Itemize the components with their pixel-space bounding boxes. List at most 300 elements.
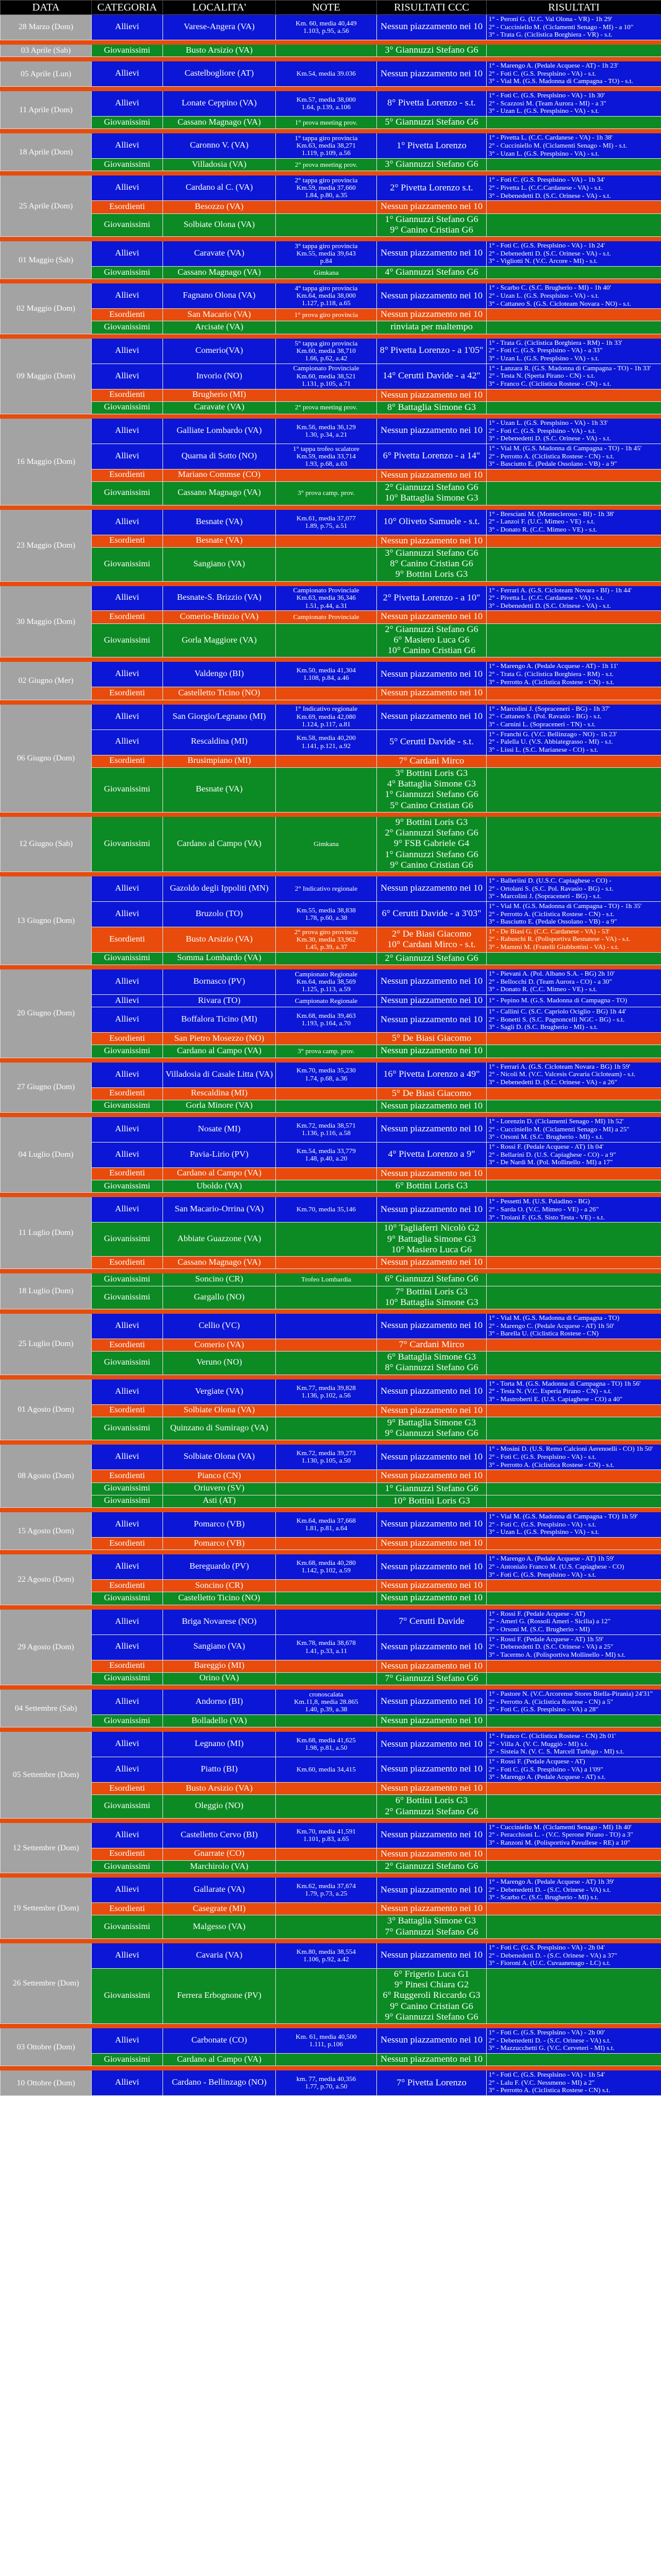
category-cell: Giovanissimi xyxy=(92,321,163,334)
race-date: 22 Agosto (Dom) xyxy=(1,1554,92,1605)
note-cell xyxy=(276,1592,377,1605)
category-cell: Giovanissimi xyxy=(92,44,163,56)
category-cell: Allievi xyxy=(92,1757,163,1783)
ccc-result-cell: 2° Giannuzzi Stefano G6 6° Masiero Luca G6 10° Canino Cristian G6 xyxy=(377,623,487,657)
location-cell: Lonate Ceppino (VA) xyxy=(163,91,276,117)
note-cell: Km.57, media 38,000 1.64, p.139, a.106 xyxy=(276,91,377,117)
table-row xyxy=(1,1903,661,1915)
location-cell: Gnarrate (CO) xyxy=(163,1848,276,1860)
race-result-cell: 1° - Vial M. (G.S. Madonna di Campagna - TO) 1h 59' 2° - Foti C. (G.S. Presplsino - VA) - s.t. 3° - Uzan L. (G.S. Presplsino - VA) - s.t. xyxy=(487,1512,661,1538)
race-result-cell xyxy=(487,687,661,700)
table-row xyxy=(1,443,661,469)
location-cell: Briga Novarese (NO) xyxy=(163,1609,276,1634)
ccc-result-cell: Nessun piazzamento nei 10 xyxy=(377,1007,487,1033)
table-row xyxy=(1,1286,661,1309)
race-result-cell xyxy=(487,1495,661,1507)
location-cell: Comerio-Brinzio (VA) xyxy=(163,611,276,623)
table-row xyxy=(1,2053,661,2066)
race-result-cell xyxy=(487,1257,661,1269)
category-cell: Allievi xyxy=(92,1445,163,1470)
ccc-result-cell: 4° Giannuzzi Stefano G6 xyxy=(377,267,487,279)
table-row xyxy=(1,1822,661,1848)
race-date: 09 Maggio (Dom) xyxy=(1,338,92,414)
date-separator xyxy=(1,1508,661,1512)
category-cell: Allievi xyxy=(92,241,163,267)
date-separator xyxy=(1,505,661,509)
ccc-result-cell: Nessun piazzamento nei 10 xyxy=(377,419,487,444)
location-cell: San Pietro Mosezzo (NO) xyxy=(163,1033,276,1045)
location-cell: Cassano Magnago (VA) xyxy=(163,117,276,129)
date-separator xyxy=(1,171,661,176)
race-result-cell: 1° - Cucciniello M. (Ciclamenti Senago - MI) 1h 40' 2° - Peracchioni L. - (V.C. Sperone Pirano - TO) a 3" 3° - Ranzoni M. (Polisportiva Pavullese - RE) a 10" xyxy=(487,1822,661,1848)
category-cell: Allievi xyxy=(92,1379,163,1404)
category-cell: Allievi xyxy=(92,15,163,40)
race-date: 12 Settembre (Dom) xyxy=(1,1822,92,1873)
location-cell: Vergiate (VA) xyxy=(163,1379,276,1404)
note-cell: Km.55, media 38,838 1.78, p.60, a.38 xyxy=(276,901,377,927)
note-cell: Km.50, media 41,304 1.108, p.84, a.46 xyxy=(276,662,377,687)
ccc-result-cell: 2° Giannuzzi Stefano G6 10° Battaglia Simone G3 xyxy=(377,482,487,506)
date-separator xyxy=(1,1193,661,1197)
header-localita: LOCALITA' xyxy=(163,1,276,15)
note-cell: Trofeo Lombardia xyxy=(276,1273,377,1286)
table-row xyxy=(1,901,661,927)
race-date: 05 Aprile (Lun) xyxy=(1,61,92,87)
race-result-cell xyxy=(487,389,661,401)
ccc-result-cell: 4° Pivetta Lorenzo a 9" xyxy=(377,1142,487,1167)
race-result-cell xyxy=(487,482,661,506)
table-row xyxy=(1,1915,661,1939)
race-result-cell xyxy=(487,1783,661,1795)
table-row xyxy=(1,419,661,444)
table-row xyxy=(1,1537,661,1549)
ccc-result-cell: Nessun piazzamento nei 10 xyxy=(377,2028,487,2054)
table-row xyxy=(1,1554,661,1580)
date-separator xyxy=(1,965,661,969)
race-result-cell xyxy=(487,535,661,547)
category-cell: Esordienti xyxy=(92,1660,163,1672)
table-row xyxy=(1,1757,661,1783)
location-cell: Besnate (VA) xyxy=(163,535,276,547)
race-date: 20 Giugno (Dom) xyxy=(1,969,92,1058)
ccc-result-cell: 6° Giannuzzi Stefano G6 xyxy=(377,1273,487,1286)
race-result-cell xyxy=(487,1100,661,1112)
race-result-cell: 1° - Foti C. (G.S. Presplsino - VA) - 1h 24' 2° - Debenedetti D. (S.C. Orinese - VA) - s.t. 3° - Vigliotti N. (V.C. Arcore - MI) - s.t. xyxy=(487,241,661,267)
location-cell: Andorno (BI) xyxy=(163,1690,276,1715)
date-separator xyxy=(1,657,661,662)
category-cell: Allievi xyxy=(92,443,163,469)
category-cell: Allievi xyxy=(92,283,163,309)
ccc-result-cell: 7° Cerutti Davide xyxy=(377,1609,487,1634)
race-date: 08 Agosto (Dom) xyxy=(1,1445,92,1508)
ccc-result-cell: 8° Battaglia Simone G3 xyxy=(377,401,487,414)
table-row xyxy=(1,1968,661,2023)
table-row xyxy=(1,267,661,279)
table-row xyxy=(1,547,661,581)
location-cell: Bereguardo (PV) xyxy=(163,1554,276,1580)
ccc-result-cell: 5° Giannuzzi Stefano G6 xyxy=(377,117,487,129)
race-result-cell xyxy=(487,1339,661,1351)
category-cell: Giovanissimi xyxy=(92,623,163,657)
table-row xyxy=(1,159,661,171)
note-cell: Km.72, media 39,273 1.130, p.105, a.50 xyxy=(276,1445,377,1470)
location-cell: Nosate (MI) xyxy=(163,1117,276,1143)
location-cell: Gorla Minore (VA) xyxy=(163,1100,276,1112)
category-cell: Allievi xyxy=(92,2070,163,2096)
note-cell: Km.54, media 39.036 xyxy=(276,61,377,87)
location-cell: Cardano al Campo (VA) xyxy=(163,1167,276,1180)
table-row xyxy=(1,241,661,267)
ccc-result-cell: 2° De Biasi Giacomo 10° Cardani Mirco - s.t. xyxy=(377,927,487,952)
location-cell: San Macario (VA) xyxy=(163,309,276,321)
location-cell: Soncino (CR) xyxy=(163,1580,276,1592)
category-cell: Esordienti xyxy=(92,1257,163,1269)
note-cell: 5° tappa giro provincia Km.60, media 38,710 1.66, p.62, a.42 xyxy=(276,338,377,363)
table-row xyxy=(1,876,661,902)
date-separator xyxy=(1,237,661,241)
ccc-result-cell: 7° Bottini Loris G3 10° Battaglia Simone G3 xyxy=(377,1286,487,1309)
note-cell xyxy=(276,1470,377,1482)
ccc-result-cell: 16° Pivetta Lorenzo a 49" xyxy=(377,1062,487,1087)
category-cell: Giovanissimi xyxy=(92,1273,163,1286)
ccc-result-cell: Nessun piazzamento nei 10 xyxy=(377,535,487,547)
race-date: 11 Aprile (Dom) xyxy=(1,91,92,129)
category-cell: Giovanissimi xyxy=(92,1482,163,1495)
ccc-result-cell: 10° Bottini Loris G3 xyxy=(377,1495,487,1507)
note-cell: 1° prova giro provincia xyxy=(276,309,377,321)
race-result-cell: 1° - Foti C. (G.S. Presplsino - VA) - 2h 00' 2° - Debenedetti D. - (S.C. Orinese - VA) s.t. 3° - Mazzucchetti G. (V.C. Cerveteri - MI) s.t. xyxy=(487,2028,661,2054)
table-row xyxy=(1,176,661,201)
location-cell: Cassano Magnago (VA) xyxy=(163,267,276,279)
category-cell: Allievi xyxy=(92,133,163,159)
category-cell: Allievi xyxy=(92,662,163,687)
race-result-cell: 1° - Marengo A. (Pedale Acquese - AT) 1h 59' 2° - Antonialo Franco M. (U.S. Capiaghese - CO) 3° - Foti C. (G.S. Presplsino - VA) - s.t. xyxy=(487,1554,661,1580)
table-row xyxy=(1,1732,661,1757)
race-result-cell xyxy=(487,952,661,965)
table-row xyxy=(1,482,661,506)
note-cell: Km.70, media 35,146 xyxy=(276,1197,377,1223)
table-row xyxy=(1,1117,661,1143)
location-cell: Cavaria (VA) xyxy=(163,1943,276,1968)
location-cell: Cardano al Campo (VA) xyxy=(163,816,276,871)
race-result-cell xyxy=(487,1968,661,2023)
race-result-cell: 1° - Pastore N. (V.C.Arcorense Stores Biella-Pirania) 24'31" 2° - Perrotto A. (Ciclistica Rostese - CN) a 5" 3° - Foti C. (G.S. Presplsino - VA) a 28" xyxy=(487,1690,661,1715)
note-cell: 3° tappa giro provincia Km.55, media 39,643 p.84 xyxy=(276,241,377,267)
note-cell: Campionato Regionale xyxy=(276,994,377,1007)
date-separator xyxy=(1,581,661,586)
note-cell xyxy=(276,389,377,401)
category-cell: Allievi xyxy=(92,363,163,389)
category-cell: Giovanissimi xyxy=(92,159,163,171)
race-result-cell xyxy=(487,1045,661,1058)
note-cell: km. 77, media 40,356 1.77, p.70, a.50 xyxy=(276,2070,377,2096)
category-cell: Giovanissimi xyxy=(92,1672,163,1685)
race-result-cell xyxy=(487,767,661,812)
race-result-cell: 1° - Pessetti M. (U.S. Paladino - BG) 2° - Sarda O. (V.C. Mimeo - VE) - a 26" 3° - Troiani F. (G.S. Sisto Testa - VE) - s.t. xyxy=(487,1197,661,1223)
race-result-cell xyxy=(487,1580,661,1592)
note-cell: Campionato Provinciale Km.63, media 36,346 1.51, p.44, a.31 xyxy=(276,586,377,611)
race-result-cell xyxy=(487,309,661,321)
category-cell: Allievi xyxy=(92,1512,163,1538)
race-result-cell: 1° - De Biasi G. (C.C. Cardanese - VA) - 53' 2° - Rabuschi R. (Polisportiva Besnatese - VA) - s.t. 3° - Mammi M. (Fratelli Giubbottini - VA) - s.t. xyxy=(487,927,661,952)
date-separator xyxy=(1,812,661,816)
results-body xyxy=(1,15,661,2096)
location-cell: Invorio (NO) xyxy=(163,363,276,389)
category-cell: Allievi xyxy=(92,176,163,201)
table-row xyxy=(1,1445,661,1470)
category-cell: Esordienti xyxy=(92,309,163,321)
ccc-result-cell: Nessun piazzamento nei 10 xyxy=(377,469,487,481)
location-cell: Pianco (CN) xyxy=(163,1470,276,1482)
race-date: 18 Aprile (Dom) xyxy=(1,133,92,171)
category-cell: Allievi xyxy=(92,1732,163,1757)
race-date: 01 Maggio (Sab) xyxy=(1,241,92,279)
table-row xyxy=(1,1045,661,1058)
race-result-cell: 1° - Mosini D. (U.S. Remo Calcioni Aerenoelli - CO) 1h 50' 2° - Foti C. (G.S. Presplsino - VA) - s.t. 3° - Perrotto A. (Ciclistica Rostese - CN) - s.t. xyxy=(487,1445,661,1470)
note-cell: Km.60, media 34,415 xyxy=(276,1757,377,1783)
location-cell: Pomarco (VB) xyxy=(163,1537,276,1549)
location-cell: Fagnano Olona (VA) xyxy=(163,283,276,309)
note-cell xyxy=(276,1783,377,1795)
note-cell xyxy=(276,755,377,767)
ccc-result-cell: Nessun piazzamento nei 10 xyxy=(377,283,487,309)
date-separator xyxy=(1,2024,661,2028)
category-cell: Giovanissimi xyxy=(92,2053,163,2066)
location-cell: Brugherio (MI) xyxy=(163,389,276,401)
location-cell: Mariano Commse (CO) xyxy=(163,469,276,481)
table-row xyxy=(1,994,661,1007)
table-row xyxy=(1,338,661,363)
category-cell: Allievi xyxy=(92,704,163,729)
race-date: 25 Aprile (Dom) xyxy=(1,176,92,237)
location-cell: Casegrate (MI) xyxy=(163,1903,276,1915)
ccc-result-cell: 5° Cerutti Davide - s.t. xyxy=(377,729,487,755)
category-cell: Allievi xyxy=(92,1690,163,1715)
ccc-result-cell: 3° Battaglia Simone G3 7° Giannuzzi Stefano G6 xyxy=(377,1915,487,1939)
ccc-result-cell: Nessun piazzamento nei 10 xyxy=(377,1878,487,1903)
note-cell xyxy=(276,1968,377,2023)
category-cell: Esordienti xyxy=(92,201,163,213)
ccc-result-cell: Nessun piazzamento nei 10 xyxy=(377,1848,487,1860)
race-date: 27 Giugno (Dom) xyxy=(1,1062,92,1112)
race-result-cell xyxy=(487,1482,661,1495)
ccc-result-cell: 6° Cerutti Davide - a 3'03" xyxy=(377,901,487,927)
location-cell: Bruzolo (TO) xyxy=(163,901,276,927)
ccc-result-cell: 8° Pivetta Lorenzo - s.t. xyxy=(377,91,487,117)
table-row xyxy=(1,1848,661,1860)
table-row xyxy=(1,117,661,129)
table-row xyxy=(1,1033,661,1045)
race-result-cell: 1° - Foti C. (G.S. Presplsino - VA) - 1h 30' 2° - Scazzosi M. (Team Aurora - MI) - a 3" 3° - Uzan L. (G.S. Presplsino - VA) - s.t. xyxy=(487,91,661,117)
category-cell: Giovanissimi xyxy=(92,1100,163,1112)
race-result-cell: 1° - Marengo A. (Pedale Acquese - AT) - 1h 23' 2° - Foti C. (G.S. Presplsino - VA) - s.t. 3° - Vial M. (G.S. Madonna di Campagna - TO) - s.t. xyxy=(487,61,661,87)
location-cell: Gazoldo degli Ippoliti (MN) xyxy=(163,876,276,902)
race-date: 18 Luglio (Dom) xyxy=(1,1273,92,1309)
date-separator xyxy=(1,1727,661,1732)
race-result-cell: 1° - Franco C. (Ciclistica Rostese - CN) 2h 01' 2° - Villa A. (V. C. Muggiò - MI) s.t. 3° - Sisteia N. (V. C. S. Marcell Turbigo - MI) s.t. xyxy=(487,1732,661,1757)
location-cell: Galliate Lombardo (VA) xyxy=(163,419,276,444)
table-row xyxy=(1,952,661,965)
note-cell xyxy=(276,767,377,812)
table-row xyxy=(1,1197,661,1223)
table-row xyxy=(1,1660,661,1672)
ccc-result-cell: Nessun piazzamento nei 10 xyxy=(377,1943,487,1968)
table-row xyxy=(1,1007,661,1033)
ccc-result-cell: Nessun piazzamento nei 10 xyxy=(377,1732,487,1757)
ccc-result-cell: 5° De Biasi Giacomo xyxy=(377,1033,487,1045)
location-cell: Veruno (NO) xyxy=(163,1352,276,1375)
race-result-cell xyxy=(487,623,661,657)
category-cell: Allievi xyxy=(92,969,163,995)
table-row xyxy=(1,389,661,401)
category-cell: Allievi xyxy=(92,1007,163,1033)
race-date: 19 Settembre (Dom) xyxy=(1,1878,92,1939)
table-row xyxy=(1,1062,661,1087)
location-cell: Somma Lombardo (VA) xyxy=(163,952,276,965)
note-cell xyxy=(276,1352,377,1375)
table-row xyxy=(1,1257,661,1269)
category-cell: Giovanissimi xyxy=(92,816,163,871)
location-cell: Soncino (CR) xyxy=(163,1273,276,1286)
race-result-cell: 1° - Torta M. (G.S. Madonna di Campagna - TO) 1h 56' 2° - Testa N. (V.C. Esperia Pirano - CN) - s.t. 3° - Mastroberti E. (U.S. Capiaghese - CO) a 40" xyxy=(487,1379,661,1404)
note-cell xyxy=(276,213,377,237)
table-row xyxy=(1,509,661,535)
category-cell: Giovanissimi xyxy=(92,267,163,279)
note-cell xyxy=(276,1580,377,1592)
race-result-cell xyxy=(487,159,661,171)
table-row xyxy=(1,662,661,687)
note-cell xyxy=(276,1404,377,1417)
race-date: 15 Agosto (Dom) xyxy=(1,1512,92,1550)
header-data: DATA xyxy=(1,1,92,15)
race-result-cell: 1° - Marengo A. (Pedale Acquese - AT) 1h 39' 2° - Debenedetti D. - (S.C. Orinese - VA) s.t. 3° - Scarbo C. (S.C. Brugherio - MI) s.t. xyxy=(487,1878,661,1903)
table-row xyxy=(1,1273,661,1286)
ccc-result-cell: Nessun piazzamento nei 10 xyxy=(377,201,487,213)
race-result-cell xyxy=(487,1180,661,1193)
table-row xyxy=(1,816,661,871)
note-cell: Km.56, media 36,129 1.30, p.34, a.21 xyxy=(276,419,377,444)
note-cell xyxy=(276,321,377,334)
ccc-result-cell: 1° Giannuzzi Stefano G6 9° Canino Cristian G6 xyxy=(377,213,487,237)
ccc-result-cell: Nessun piazzamento nei 10 xyxy=(377,61,487,87)
location-cell: Solbiate Olona (VA) xyxy=(163,1404,276,1417)
race-result-cell: 1° - Pievani A. (Pol. Albano S.A. - BG) 2h 10' 2° - Bellocchi D. (Team Aurora - CO) - a 30" 3° - Donato R. (C.C. Mimeo - VE) - s.t. xyxy=(487,969,661,995)
note-cell: 1° tappa trofeo scalatore Km.59, media 33,714 1.93, p.68, a.63 xyxy=(276,443,377,469)
location-cell: Besnate (VA) xyxy=(163,509,276,535)
location-cell: Rescaldina (MI) xyxy=(163,729,276,755)
note-cell xyxy=(276,1795,377,1819)
category-cell: Giovanissimi xyxy=(92,213,163,237)
note-cell xyxy=(276,1087,377,1100)
race-date: 25 Luglio (Dom) xyxy=(1,1314,92,1375)
category-cell: Giovanissimi xyxy=(92,952,163,965)
location-cell: Villadosia di Casale Litta (VA) xyxy=(163,1062,276,1087)
ccc-result-cell: Nessun piazzamento nei 10 xyxy=(377,876,487,902)
category-cell: Giovanissimi xyxy=(92,1714,163,1727)
category-cell: Allievi xyxy=(92,91,163,117)
note-cell xyxy=(276,1033,377,1045)
race-result-cell xyxy=(487,2053,661,2066)
location-cell: Carbonate (CO) xyxy=(163,2028,276,2054)
category-cell: Esordienti xyxy=(92,611,163,623)
location-cell: Gargallo (NO) xyxy=(163,1286,276,1309)
table-row xyxy=(1,1314,661,1339)
ccc-result-cell: 6° Bottini Loris G3 xyxy=(377,1180,487,1193)
date-separator xyxy=(1,1113,661,1117)
date-separator xyxy=(1,57,661,61)
table-row xyxy=(1,1100,661,1112)
ccc-result-cell: Nessun piazzamento nei 10 xyxy=(377,662,487,687)
ccc-result-cell: 8° Pivetta Lorenzo - a 1'05" xyxy=(377,338,487,363)
category-cell: Esordienti xyxy=(92,1783,163,1795)
table-row xyxy=(1,44,661,56)
location-cell: Sangiano (VA) xyxy=(163,1634,276,1660)
table-row xyxy=(1,201,661,213)
note-cell: 2° prova meeting prov. xyxy=(276,159,377,171)
race-result-cell xyxy=(487,44,661,56)
ccc-result-cell: 3° Giannuzzi Stefano G6 xyxy=(377,159,487,171)
note-cell xyxy=(276,687,377,700)
ccc-result-cell: Nessun piazzamento nei 10 xyxy=(377,1197,487,1223)
table-row xyxy=(1,1878,661,1903)
ccc-result-cell: Nessun piazzamento nei 10 xyxy=(377,1903,487,1915)
note-cell: 2° Indicativo regionale xyxy=(276,876,377,902)
race-result-cell xyxy=(487,1915,661,1939)
ccc-result-cell: Nessun piazzamento nei 10 xyxy=(377,1314,487,1339)
race-result-cell: 1° - Scarbo C. (S.C. Brugherio - MI) - 1h 40' 2° - Uzan L. (G.S. Presplsino - VA) - s.t. 3° - Cattaneo S. (G.S. Cicloteam Novara - NO) - s.t. xyxy=(487,283,661,309)
location-cell: Cardano al Campo (VA) xyxy=(163,1045,276,1058)
ccc-result-cell: Nessun piazzamento nei 10 xyxy=(377,611,487,623)
date-separator xyxy=(1,279,661,283)
date-separator xyxy=(1,1440,661,1445)
ccc-result-cell: Nessun piazzamento nei 10 xyxy=(377,1445,487,1470)
location-cell: Besnate (VA) xyxy=(163,767,276,812)
date-separator xyxy=(1,1058,661,1062)
location-cell: Quarna di Sotto (NO) xyxy=(163,443,276,469)
note-cell xyxy=(276,535,377,547)
race-result-cell: 1° - Rossi F. (Pedale Acquese - AT) 2° - Ameri G. (Rossoli Ameri - Sicilia) a 12" 3° - Orsoni M. (S.C. Brugherio - MI) xyxy=(487,1609,661,1634)
race-date: 11 Luglio (Dom) xyxy=(1,1197,92,1269)
category-cell: Giovanissimi xyxy=(92,767,163,812)
race-result-cell xyxy=(487,1417,661,1440)
category-cell: Esordienti xyxy=(92,687,163,700)
table-row xyxy=(1,1339,661,1351)
table-row xyxy=(1,321,661,334)
race-date: 28 Marzo (Dom) xyxy=(1,15,92,40)
category-cell: Giovanissimi xyxy=(92,1045,163,1058)
note-cell: Km.80, media 38,554 1.106, p.92, a.42 xyxy=(276,1943,377,1968)
race-result-cell xyxy=(487,1660,661,1672)
note-cell: Km.54, media 33,779 1.48, p.40, a.20 xyxy=(276,1142,377,1167)
note-cell: Km.62, media 37,674 1.79, p.73, a.25 xyxy=(276,1878,377,1903)
ccc-result-cell: 10° Oliveto Samuele - s.t. xyxy=(377,509,487,535)
ccc-result-cell: 2° Giannuzzi Stefano G6 xyxy=(377,1860,487,1873)
note-cell: 2° prova meeting prov. xyxy=(276,401,377,414)
category-cell: Giovanissimi xyxy=(92,1417,163,1440)
table-row xyxy=(1,2070,661,2096)
race-result-cell xyxy=(487,755,661,767)
category-cell: Esordienti xyxy=(92,1848,163,1860)
ccc-result-cell: 6° Pivetta Lorenzo - a 14" xyxy=(377,443,487,469)
location-cell: Besozzo (VA) xyxy=(163,201,276,213)
ccc-result-cell: 2° Pivetta Lorenzo - a 10" xyxy=(377,586,487,611)
location-cell: Busto Arsizio (VA) xyxy=(163,927,276,952)
note-cell: 1° tappa giro provincia Km.63, media 38,271 1.119, p.109, a.56 xyxy=(276,133,377,159)
race-date: 30 Maggio (Dom) xyxy=(1,586,92,657)
location-cell: Cassano Magnago (VA) xyxy=(163,482,276,506)
location-cell: San Giorgio/Legnano (MI) xyxy=(163,704,276,729)
category-cell: Giovanissimi xyxy=(92,1495,163,1507)
